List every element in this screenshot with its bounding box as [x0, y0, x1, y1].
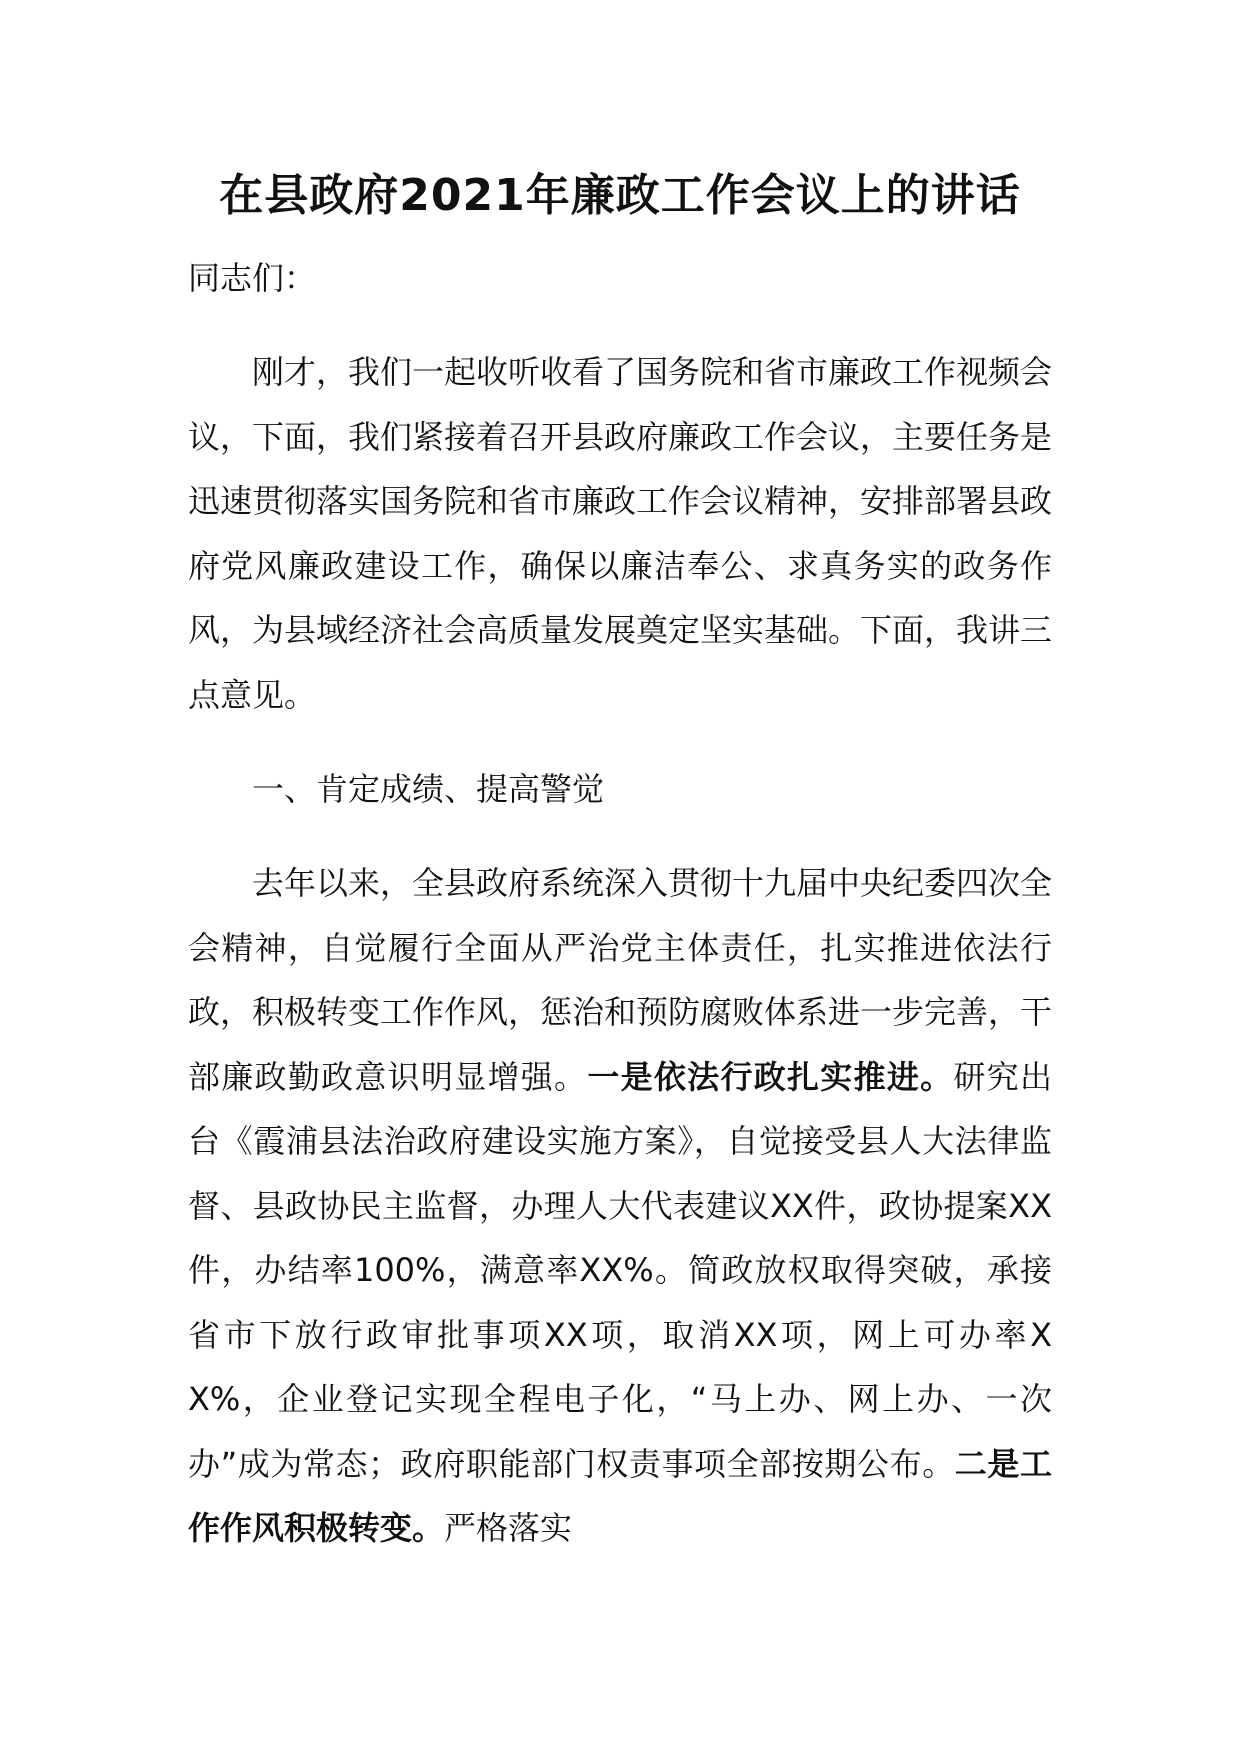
bold-point-2: 二是工作作风积极转变。	[188, 1444, 1052, 1547]
paragraph-text: 去年以来，全县政府系统深入贯彻十九届中央纪委四次全会精神，自觉履行全面从严治党主体责任，扎实推进依法行政，积极转变工作作风，惩治和预防腐败体系进一步完善，干部廉政勤政意识明显增强。	[188, 864, 1053, 1096]
document-page	[188, 160, 1052, 1591]
achievements-paragraph	[188, 851, 1052, 1561]
section-heading-1: 一、肯定成绩、提高警觉	[252, 770, 605, 808]
bold-point-1: 一是依法行政扎实推进。	[587, 1057, 954, 1096]
salutation: 同志们：	[188, 259, 317, 297]
paragraph-text: 严格落实	[444, 1509, 573, 1547]
document-title: 在县政府2021年廉政工作会议上的讲话	[219, 170, 1021, 221]
paragraph-text: 研究出台《霞浦县法治政府建设实施方案》，自觉接受县人大法律监督、县政协民主监督，办理人大代表建议XX件，政协提案XX件，办结率100%，满意率XX%。简政放权取得突破，承接省市下放行政审批事项XX项，取消XX项，网上可办率XX%，企业登记实现全程电子化，“马上办、网上办、一次办”成为常态；政府职能部门权责事项全部按期公布。	[188, 1057, 1052, 1483]
intro-paragraph: 刚才，我们一起收听收看了国务院和省市廉政工作视频会议，下面，我们紧接着召开县政府廉政工作会议，主要任务是迅速贯彻落实国务院和省市廉政工作会议精神，安排部署县政府党风廉政建设工作，确保以廉洁奉公、求真务实的政务作风，为县域经济社会高质量发展奠定坚实基础。下面，我讲三点意见。	[188, 353, 1053, 714]
